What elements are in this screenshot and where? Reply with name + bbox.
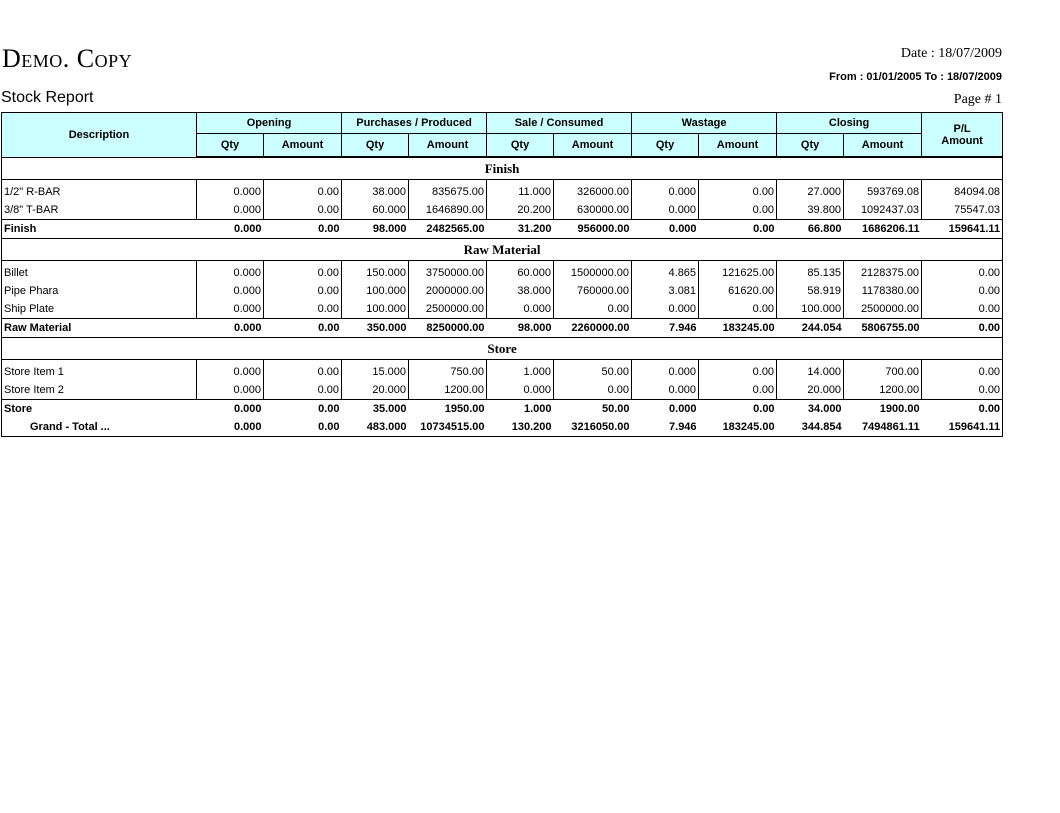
- cell-pl: 75547.03: [922, 201, 1003, 220]
- cell-sa: 760000.00: [554, 282, 632, 300]
- cell-wq: 7.946: [632, 418, 699, 437]
- col-amount: Amount: [554, 134, 632, 158]
- cell-cq: 27.000: [777, 180, 844, 202]
- cell-pl: 0.00: [922, 282, 1003, 300]
- cell-pa: 750.00: [409, 360, 487, 382]
- cell-cq: 66.800: [777, 220, 844, 239]
- cell-wa: 0.00: [699, 201, 777, 220]
- cell-ca: 1178380.00: [844, 282, 922, 300]
- cell-pa: 3750000.00: [409, 261, 487, 283]
- cell-wa: 61620.00: [699, 282, 777, 300]
- cell-oa: 0.00: [264, 319, 342, 338]
- cell-oa: 0.00: [264, 261, 342, 283]
- cell-sq: 0.000: [487, 300, 554, 319]
- col-amount: Amount: [264, 134, 342, 158]
- cell-wq: 7.946: [632, 319, 699, 338]
- group-heading-row: [2, 239, 1003, 261]
- cell-oa: 0.00: [264, 220, 342, 239]
- col-sale: Sale / Consumed: [487, 113, 632, 134]
- cell-pa: 1950.00: [409, 400, 487, 419]
- cell-description: Raw Material: [2, 319, 197, 338]
- cell-ca: 1686206.11: [844, 220, 922, 239]
- cell-cq: 39.800: [777, 201, 844, 220]
- table-body: [2, 157, 1003, 437]
- cell-wq: 0.000: [632, 201, 699, 220]
- cell-sq: 1.000: [487, 360, 554, 382]
- cell-wa: 0.00: [699, 400, 777, 419]
- cell-description: Store Item 2: [2, 381, 197, 400]
- cell-pa: 2000000.00: [409, 282, 487, 300]
- cell-oa: 0.00: [264, 418, 342, 437]
- cell-description: Store Item 1: [2, 360, 197, 382]
- cell-pl: 0.00: [922, 261, 1003, 283]
- cell-pa: 2500000.00: [409, 300, 487, 319]
- col-description: Description: [2, 113, 197, 158]
- cell-ca: 593769.08: [844, 180, 922, 202]
- report-title: Stock Report: [1, 89, 94, 106]
- group-heading: Finish: [2, 157, 1003, 180]
- col-closing: Closing: [777, 113, 922, 134]
- cell-pq: 98.000: [342, 220, 409, 239]
- cell-sa: 630000.00: [554, 201, 632, 220]
- cell-description: Pipe Phara: [2, 282, 197, 300]
- cell-wq: 4.865: [632, 261, 699, 283]
- cell-sq: 130.200: [487, 418, 554, 437]
- cell-pa: 1646890.00: [409, 201, 487, 220]
- table-header: [2, 113, 1003, 158]
- cell-wa: 0.00: [699, 360, 777, 382]
- cell-description: Grand - Total ...: [2, 418, 197, 437]
- cell-pl: 159641.11: [922, 220, 1003, 239]
- cell-cq: 344.854: [777, 418, 844, 437]
- cell-sa: 0.00: [554, 300, 632, 319]
- cell-pq: 60.000: [342, 201, 409, 220]
- group-total-row: [2, 400, 1003, 419]
- cell-pl: 0.00: [922, 300, 1003, 319]
- col-qty: Qty: [197, 134, 264, 158]
- table-row: [2, 201, 1003, 220]
- cell-pq: 20.000: [342, 381, 409, 400]
- cell-wq: 3.081: [632, 282, 699, 300]
- cell-oq: 0.000: [197, 261, 264, 283]
- group-heading-row: [2, 338, 1003, 360]
- table-row: [2, 300, 1003, 319]
- cell-oq: 0.000: [197, 282, 264, 300]
- cell-pa: 2482565.00: [409, 220, 487, 239]
- cell-wq: 0.000: [632, 180, 699, 202]
- cell-wq: 0.000: [632, 300, 699, 319]
- cell-ca: 2128375.00: [844, 261, 922, 283]
- table-row: [2, 360, 1003, 382]
- col-qty: Qty: [342, 134, 409, 158]
- cell-pl: 0.00: [922, 381, 1003, 400]
- cell-sa: 326000.00: [554, 180, 632, 202]
- cell-pq: 100.000: [342, 300, 409, 319]
- cell-cq: 85.135: [777, 261, 844, 283]
- col-pl-amount: [922, 113, 1003, 158]
- group-total-row: [2, 220, 1003, 239]
- grand-total-row: [2, 418, 1003, 437]
- cell-description: Ship Plate: [2, 300, 197, 319]
- cell-oq: 0.000: [197, 381, 264, 400]
- table-row: [2, 261, 1003, 283]
- cell-sa: 50.00: [554, 360, 632, 382]
- cell-cq: 58.919: [777, 282, 844, 300]
- company-name: Demo. Copy: [2, 44, 133, 73]
- cell-wa: 183245.00: [699, 319, 777, 338]
- cell-description: Finish: [2, 220, 197, 239]
- cell-ca: 7494861.11: [844, 418, 922, 437]
- cell-oa: 0.00: [264, 400, 342, 419]
- cell-wq: 0.000: [632, 400, 699, 419]
- cell-cq: 100.000: [777, 300, 844, 319]
- cell-pl: 84094.08: [922, 180, 1003, 202]
- cell-oa: 0.00: [264, 282, 342, 300]
- cell-sa: 3216050.00: [554, 418, 632, 437]
- cell-sq: 20.200: [487, 201, 554, 220]
- cell-oa: 0.00: [264, 201, 342, 220]
- cell-pl: 159641.11: [922, 418, 1003, 437]
- cell-wa: 0.00: [699, 220, 777, 239]
- cell-pq: 150.000: [342, 261, 409, 283]
- cell-pl: 0.00: [922, 360, 1003, 382]
- cell-oq: 0.000: [197, 360, 264, 382]
- cell-sq: 0.000: [487, 381, 554, 400]
- cell-ca: 700.00: [844, 360, 922, 382]
- cell-oq: 0.000: [197, 319, 264, 338]
- cell-wq: 0.000: [632, 220, 699, 239]
- cell-sq: 11.000: [487, 180, 554, 202]
- cell-ca: 2500000.00: [844, 300, 922, 319]
- col-opening: Opening: [197, 113, 342, 134]
- cell-ca: 1092437.03: [844, 201, 922, 220]
- cell-pq: 100.000: [342, 282, 409, 300]
- cell-pq: 483.000: [342, 418, 409, 437]
- cell-pa: 8250000.00: [409, 319, 487, 338]
- cell-pq: 350.000: [342, 319, 409, 338]
- cell-oa: 0.00: [264, 300, 342, 319]
- cell-sq: 31.200: [487, 220, 554, 239]
- col-amount: Amount: [409, 134, 487, 158]
- cell-pl: 0.00: [922, 319, 1003, 338]
- cell-oa: 0.00: [264, 381, 342, 400]
- cell-cq: 244.054: [777, 319, 844, 338]
- cell-sa: 1500000.00: [554, 261, 632, 283]
- cell-description: 1/2" R-BAR: [2, 180, 197, 202]
- cell-wa: 121625.00: [699, 261, 777, 283]
- cell-pa: 10734515.00: [409, 418, 487, 437]
- cell-sq: 38.000: [487, 282, 554, 300]
- cell-sq: 60.000: [487, 261, 554, 283]
- cell-pa: 835675.00: [409, 180, 487, 202]
- cell-wq: 0.000: [632, 360, 699, 382]
- cell-ca: 1200.00: [844, 381, 922, 400]
- cell-wa: 0.00: [699, 180, 777, 202]
- cell-cq: 14.000: [777, 360, 844, 382]
- col-qty: Qty: [487, 134, 554, 158]
- cell-ca: 1900.00: [844, 400, 922, 419]
- cell-description: Store: [2, 400, 197, 419]
- cell-sq: 1.000: [487, 400, 554, 419]
- cell-oq: 0.000: [197, 220, 264, 239]
- cell-oa: 0.00: [264, 360, 342, 382]
- cell-sa: 0.00: [554, 381, 632, 400]
- cell-sa: 956000.00: [554, 220, 632, 239]
- col-qty: Qty: [777, 134, 844, 158]
- stock-report-table: [1, 112, 1003, 437]
- page-number: Page # 1: [953, 92, 1002, 107]
- cell-wq: 0.000: [632, 381, 699, 400]
- cell-pq: 35.000: [342, 400, 409, 419]
- cell-cq: 20.000: [777, 381, 844, 400]
- table-row: [2, 180, 1003, 202]
- cell-oq: 0.000: [197, 418, 264, 437]
- col-pl-label: P/L: [953, 122, 971, 135]
- cell-wa: 0.00: [699, 381, 777, 400]
- table-row: [2, 381, 1003, 400]
- col-amount: Amount: [844, 134, 922, 158]
- cell-sa: 2260000.00: [554, 319, 632, 338]
- cell-sa: 50.00: [554, 400, 632, 419]
- cell-oq: 0.000: [197, 201, 264, 220]
- cell-ca: 5806755.00: [844, 319, 922, 338]
- report-date: Date : 18/07/2009: [900, 46, 1002, 61]
- cell-oq: 0.000: [197, 180, 264, 202]
- cell-pa: 1200.00: [409, 381, 487, 400]
- cell-description: Billet: [2, 261, 197, 283]
- cell-pq: 38.000: [342, 180, 409, 202]
- cell-pl: 0.00: [922, 400, 1003, 419]
- cell-pq: 15.000: [342, 360, 409, 382]
- cell-oa: 0.00: [264, 180, 342, 202]
- cell-wa: 0.00: [699, 300, 777, 319]
- cell-oq: 0.000: [197, 300, 264, 319]
- group-heading: Raw Material: [2, 239, 1003, 261]
- col-amount: Amount: [699, 134, 777, 158]
- date-range: From : 01/01/2005 To : 18/07/2009: [829, 71, 1002, 83]
- col-purchases: Purchases / Produced: [342, 113, 487, 134]
- group-heading: Store: [2, 338, 1003, 360]
- cell-description: 3/8" T-BAR: [2, 201, 197, 220]
- table-row: [2, 282, 1003, 300]
- col-pl-sublabel: Amount: [941, 134, 983, 147]
- group-total-row: [2, 319, 1003, 338]
- cell-oq: 0.000: [197, 400, 264, 419]
- col-wastage: Wastage: [632, 113, 777, 134]
- cell-cq: 34.000: [777, 400, 844, 419]
- group-heading-row: [2, 157, 1003, 180]
- cell-sq: 98.000: [487, 319, 554, 338]
- col-qty: Qty: [632, 134, 699, 158]
- cell-wa: 183245.00: [699, 418, 777, 437]
